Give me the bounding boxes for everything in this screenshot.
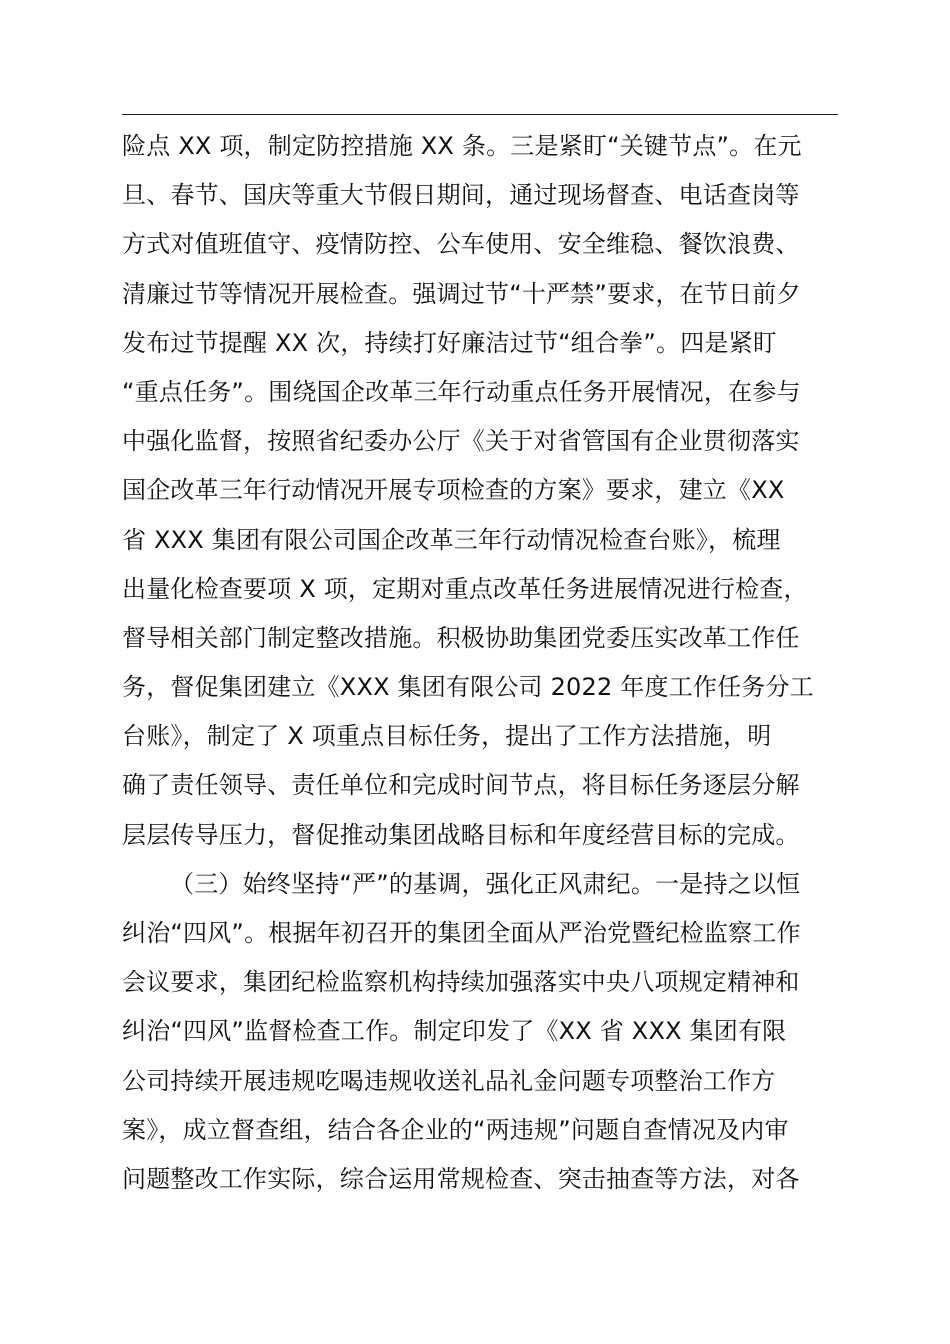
text-line: 务，督促集团建立《XXX 集团有限公司 2022 年度工作任务分工 bbox=[122, 673, 814, 702]
text-line: 问题整改工作实际，综合运用常规检查、突击抽查等方法，对各 bbox=[122, 1164, 800, 1193]
text-line: 清廉过节等情况开展检查。强调过节“十严禁”要求，在节日前夕 bbox=[122, 279, 801, 308]
text-line: 会议要求，集团纪检监察机构持续加强落实中央八项规定精神和 bbox=[122, 968, 800, 997]
text-line: 台账》，制定了 X 项重点目标任务，提出了工作方法措施，明 bbox=[122, 722, 772, 751]
text-line: 省 XXX 集团有限公司国企改革三年行动情况检查台账》，梳理 bbox=[122, 525, 781, 554]
text-line: “重点任务”。围绕国企改革三年行动重点任务开展情况，在参与 bbox=[122, 377, 801, 406]
text-line: 中强化监督，按照省纪委办公厅《关于对省管国有企业贯彻落实 bbox=[122, 427, 800, 456]
text-line: 旦、春节、国庆等重大节假日期间，通过现场督查、电话查岗等 bbox=[122, 181, 800, 210]
text-line: 督导相关部门制定整改措施。积极协助集团党委压实改革工作任 bbox=[122, 623, 800, 652]
text-line: 发布过节提醒 XX 次，持续打好廉洁过节“组合拳”。四是紧盯 bbox=[122, 328, 778, 357]
text-line: 国企改革三年行动情况开展专项检查的方案》要求，建立《XX bbox=[122, 476, 785, 505]
text-line: 公司持续开展违规吃喝违规收送礼品礼金问题专项整治工作方 bbox=[122, 1066, 776, 1095]
text-line: 出量化检查要项 X 项，定期对重点改革任务进展情况进行检查， bbox=[122, 574, 808, 603]
text-line: 纠治“四风”监督检查工作。制定印发了《XX 省 XXX 集团有限 bbox=[122, 1017, 787, 1046]
section-heading-line: （三）始终坚持“严”的基调，强化正风肃纪。一是持之以恒 bbox=[170, 869, 801, 898]
text-line: 方式对值班值守、疫情防控、公车使用、安全维稳、餐饮浪费、 bbox=[122, 230, 800, 259]
text-line: 纠治“四风”。根据年初召开的集团全面从严治党暨纪检监察工作 bbox=[122, 919, 801, 947]
text-line: 层层传导压力，督促推动集团战略目标和年度经营目标的完成。 bbox=[122, 820, 800, 849]
header-rule bbox=[122, 114, 838, 115]
body-text bbox=[122, 122, 862, 1204]
text-line: 确了责任领导、责任单位和完成时间节点，将目标任务逐层分解 bbox=[122, 771, 800, 800]
text-line: 险点 XX 项，制定防控措施 XX 条。三是紧盯“关键节点”。在元 bbox=[122, 132, 802, 160]
text-line: 案》，成立督查组，结合各企业的“两违规”问题自查情况及内审 bbox=[122, 1115, 789, 1144]
